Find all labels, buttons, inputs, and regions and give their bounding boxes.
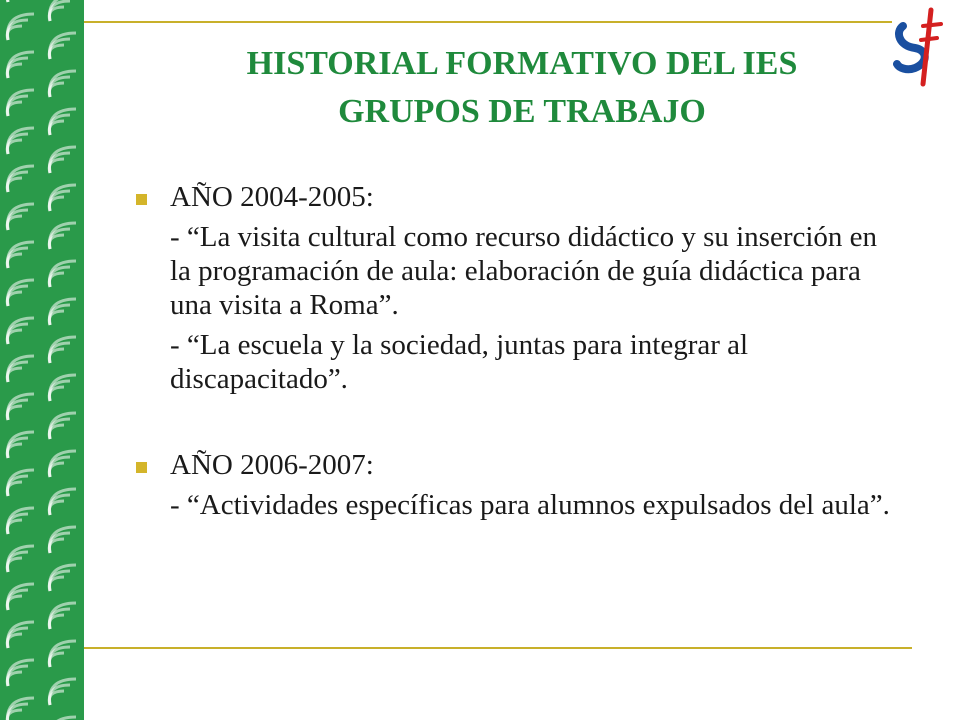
title-line-2: GRUPOS DE TRABAJO — [338, 93, 706, 130]
year-heading-2004 — [130, 180, 900, 214]
bottom-divider — [84, 647, 912, 649]
slide-content — [130, 180, 900, 522]
decorative-side-band — [0, 0, 84, 720]
title-line-1: HISTORIAL FORMATIVO DEL IES — [246, 45, 798, 82]
group-item: - “La visita cultural como recurso didáctico y su inserción en la programación de aula: elaboración de guía didáctica para una visita a Roma”. — [170, 221, 878, 321]
pattern-wing-stroke — [7, 0, 28, 2]
group-item: - “Actividades específicas para alumnos expulsados del aula”. — [170, 489, 890, 521]
top-divider — [84, 21, 892, 23]
square-bullet-icon — [136, 194, 147, 205]
pattern-wing-stroke — [8, 0, 34, 2]
square-bullet-icon — [136, 462, 147, 473]
group-item: - “La escuela y la sociedad, juntas para integrar al discapacitado”. — [170, 329, 749, 395]
pattern-wing-stroke — [7, 0, 22, 2]
year-heading-2006 — [130, 448, 900, 482]
slide-title — [84, 40, 960, 136]
year-label: AÑO 2006-2007: — [170, 449, 374, 481]
andalucia-pattern-icon — [0, 0, 84, 720]
year-label: AÑO 2004-2005: — [170, 181, 374, 213]
